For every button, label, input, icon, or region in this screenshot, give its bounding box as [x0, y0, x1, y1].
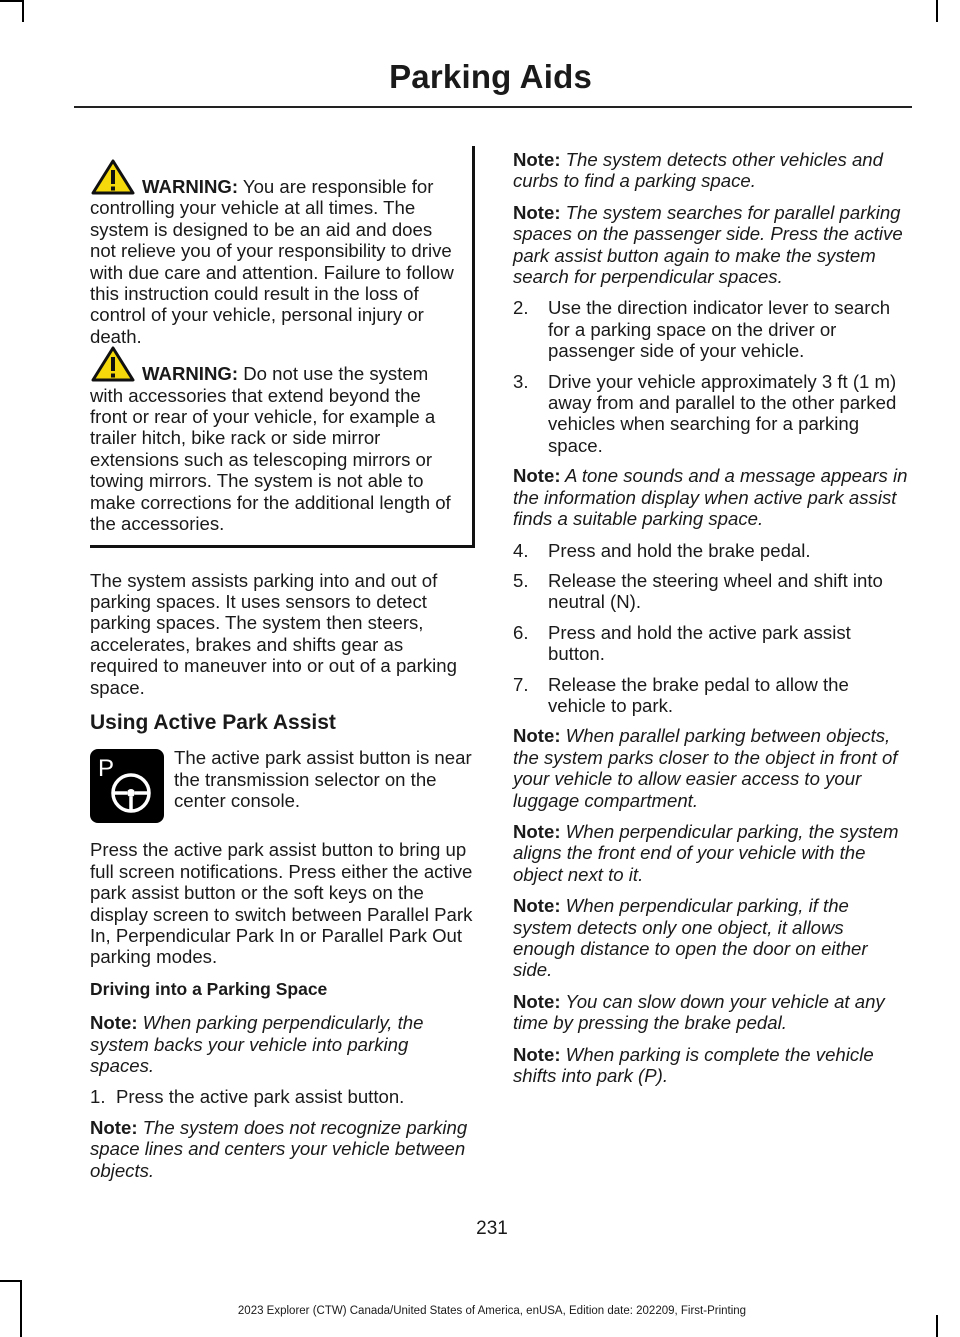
note-text: When perpendicular parking, if the system detects only one object, it allows enough distance to open the door on either side.	[513, 895, 868, 981]
warning-text: Do not use the system with accessories that extend beyond the front or rear of your vehicle, for example a trailer hitch, bike rack or side mirror extensions such as telescoping mirrors or towing mirrors. The system is not able to make corrections for the additional length of the accessories.	[90, 363, 451, 535]
left-column	[90, 146, 475, 1191]
note-label: Note:	[513, 895, 561, 917]
crop-mark	[0, 0, 24, 2]
step-item	[513, 622, 908, 665]
step-text: Press and hold the active park assist button.	[548, 621, 851, 665]
note-text: When parking is complete the vehicle shifts into park (P).	[513, 1043, 874, 1087]
step-number: 1.	[90, 1086, 106, 1108]
step-text: Drive your vehicle approximately 3 ft (1 m) away from and parallel to the other parked vehicles when searching for a parking space.	[548, 370, 897, 456]
note	[90, 1117, 475, 1181]
note-text: A tone sounds and a message appears in the information display when active park assist finds a suitable parking space.	[513, 465, 908, 530]
warning-box	[90, 146, 475, 548]
crop-mark	[936, 1315, 938, 1337]
step-number: 7.	[513, 673, 529, 695]
note	[513, 149, 908, 192]
note	[513, 991, 908, 1034]
note-text: The system detects other vehicles and curbs to find a parking space.	[513, 149, 883, 192]
note-text: When parallel parking between objects, the system parks closer to the object in front of your vehicle to allow easier access to your luggage compartment.	[513, 725, 898, 811]
note-label: Note:	[90, 1116, 138, 1138]
page-title: Parking Aids	[389, 58, 592, 95]
warning-2	[90, 363, 462, 534]
step-number: 2.	[513, 297, 529, 319]
page-number: 231	[476, 1218, 508, 1239]
note-text: The system searches for parallel parking spaces on the passenger side. Press the active park assist button again to make the system search for perpendicular spaces.	[513, 201, 903, 288]
note-label: Note:	[513, 990, 561, 1012]
step-item	[513, 570, 908, 613]
note-label: Note:	[513, 1043, 561, 1065]
warning-label: WARNING:	[142, 176, 239, 197]
note	[513, 1044, 908, 1087]
step-number: 3.	[513, 370, 529, 392]
step-item	[513, 371, 908, 457]
warning-text: You are responsible for controlling your vehicle at all times. The system is designed to be an aid and does not relieve you of your responsibility to drive with due care and attention. Failure to follow this instruction could result in the loss of control of your vehicle, personal injury or death.	[90, 176, 454, 347]
note	[513, 821, 908, 885]
note-text: When perpendicular parking, the system aligns the front end of your vehicle with the object next to it.	[513, 820, 899, 885]
section-heading: Using Active Park Assist	[90, 710, 336, 734]
intro-paragraph: The system assists parking into and out of parking spaces. It uses sensors to detect parking spaces. The system then steers, accelerates, brakes and shifts gear as required to maneuver into or out of a parking space.	[90, 569, 457, 698]
note-label: Note:	[513, 465, 561, 487]
header-divider	[74, 106, 912, 108]
step-number: 5.	[513, 569, 529, 591]
step-text: Release the brake pedal to allow the vehicle to park.	[548, 673, 849, 716]
note	[90, 1012, 475, 1076]
note	[513, 202, 908, 288]
park-assist-icon	[90, 749, 164, 823]
warning-triangle-icon	[90, 158, 138, 194]
note-text: The system does not recognize parking space lines and centers your vehicle between objects.	[90, 1116, 468, 1181]
step-item	[513, 297, 908, 361]
footer-edition-info: 2023 Explorer (CTW) Canada/United States of America, enUSA, Edition date: 202209, First-Printing	[237, 1305, 747, 1317]
step-text: Press and hold the brake pedal.	[548, 539, 811, 561]
step-text: Use the direction indicator lever to search for a parking space on the driver or passenger side of your vehicle.	[548, 297, 891, 362]
press-paragraph: Press the active park assist button to bring up full screen notifications. Press either the active park assist button or the soft keys on the display screen to switch between Parallel Park In, Perpendicular Park In or Parallel Park Out parking modes.	[90, 839, 473, 968]
warning-1	[90, 176, 462, 347]
warning-triangle-icon	[90, 345, 138, 381]
step-text: Press the active park assist button.	[116, 1086, 405, 1108]
svg-text:P: P	[98, 755, 115, 783]
note	[513, 465, 908, 529]
note-text: You can slow down your vehicle at any time by pressing the brake pedal.	[513, 990, 885, 1034]
step-number: 6.	[513, 621, 529, 643]
step-item	[513, 540, 908, 561]
right-column	[513, 149, 908, 1096]
crop-mark	[936, 0, 938, 22]
note-label: Note:	[513, 725, 561, 747]
step-number: 4.	[513, 539, 529, 561]
note-text: When parking perpendicularly, the system backs your vehicle into parking spaces.	[90, 1012, 424, 1076]
crop-mark	[0, 1280, 22, 1282]
warning-label: WARNING:	[142, 363, 239, 385]
step-item	[513, 674, 908, 717]
note-label: Note:	[513, 201, 561, 223]
step-item	[90, 1086, 475, 1107]
note	[513, 895, 908, 981]
subsection-heading: Driving into a Parking Space	[90, 978, 328, 999]
park-assist-button-description: The active park assist button is near the transmission selector on the center console.	[174, 747, 472, 812]
step-text: Release the steering wheel and shift into neutral (N).	[548, 569, 883, 613]
note-label: Note:	[513, 149, 561, 170]
park-assist-button-row	[90, 747, 475, 827]
note-label: Note:	[513, 820, 561, 842]
crop-mark	[22, 0, 24, 22]
note-label: Note:	[90, 1012, 138, 1034]
note	[513, 725, 908, 811]
